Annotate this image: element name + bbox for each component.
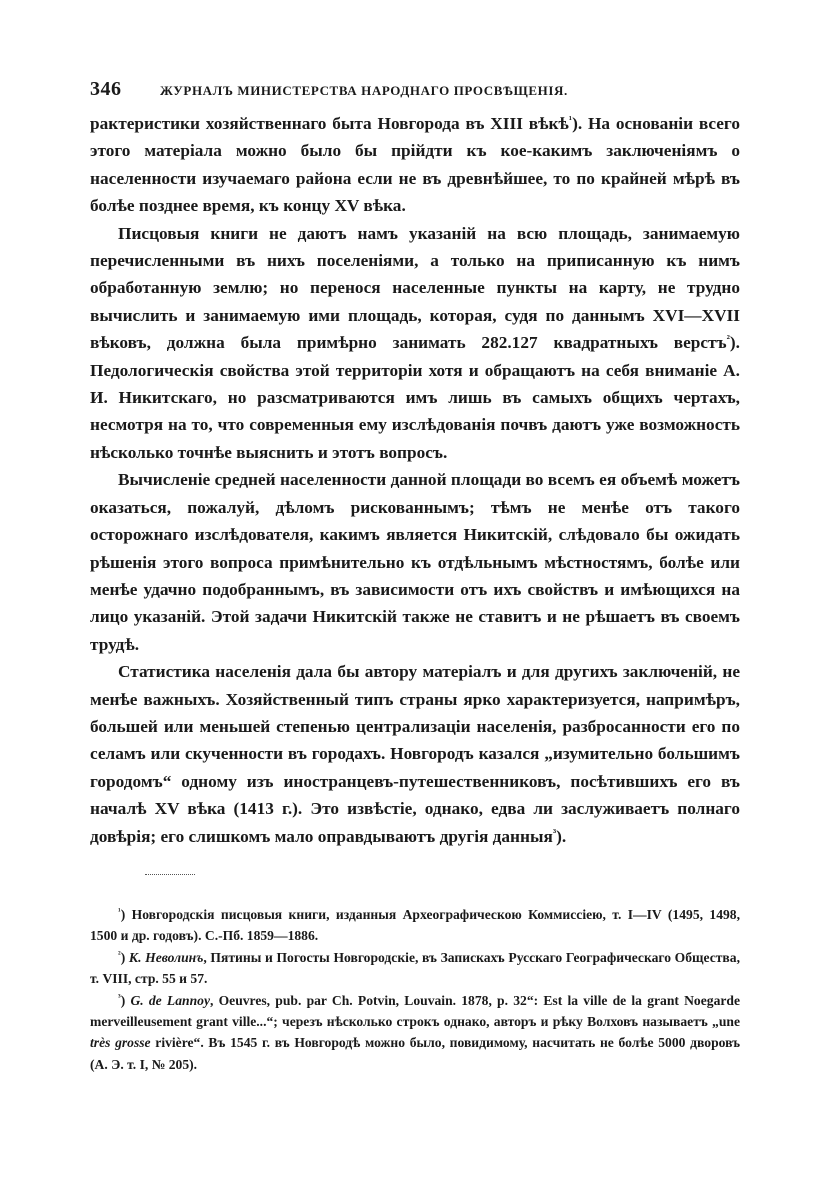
paragraph xyxy=(90,110,740,220)
paragraph-text: Писцовыя книги не даютъ намъ указаній на всю площадь, занимаемую перечисленными въ нихъ поселеніями, а только на приписанную къ нимъ обработанную землю; но перенося населенные пункты на карту, не трудно вычислить и занимаемую ими площадь, которая, судя по даннымъ XVI—XVII вѣковъ, должна была примѣрно занимать 282.127 квадратныхъ верстъ xyxy=(90,223,740,353)
document-page xyxy=(90,70,740,1180)
footnote: $^{^2}$) К. Неволинъ, Пятины и Погосты Новгородскіе, въ Запискахъ Русскаго Географическаго Общества, т. VIII, стр. 55 и 57. xyxy=(90,948,740,987)
paragraph-text: ). Педологическія свойства этой территоріи хотя и обращаютъ на себя вниманіе А. И. Никитскаго, но разсматриваются имъ лишь въ самыхъ общихъ чертахъ, несмотря на то, что современныя ему изслѣдованія почвъ даютъ уже возможность нѣсколько точнѣе выяснить и этотъ вопросъ. xyxy=(90,333,740,462)
main-text xyxy=(90,110,740,850)
footnote-number: ² xyxy=(118,948,121,959)
footnote-ref: ¹ xyxy=(568,114,573,126)
footnote: $^{^3}$) G. de Lannoy, Oeuvres, pub. par Ch. Potvin, Louvain. 1878, p. 32“: Est la ville de la grant Noegarde merveilleusement grant ville...“; черезъ нѣсколько строкъ однако, авторъ и рѣку Волховъ называетъ „une très grosse rivière“. Въ 1545 г. въ Новгородѣ можно было, повидимому, насчитать не болѣе 5000 дворовъ (А. Э. т. I, № 205). xyxy=(90,991,741,1072)
footnote-ref: ² xyxy=(726,333,730,346)
paragraph xyxy=(90,466,740,658)
paragraph-text: Вычисленіе средней населенности данной площади во всемъ ея объемѣ можетъ оказаться, пожалуй, дѣломъ рискованнымъ; тѣмъ не менѣе отъ такого осторожнаго изслѣдователя, какимъ является Никитскій, слѣдовало бы ожидать рѣшенія этого вопроса примѣнительно къ отдѣльнымъ мѣстностямъ, болѣе или менѣе удачно подобраннымъ, въ зависимости отъ ихъ свойствъ и имѣющихся на лицо указаній. Этой задачи Никитскій также не ставитъ и не рѣшаетъ въ своемъ трудѣ. xyxy=(90,470,740,654)
footnote-divider xyxy=(145,874,195,876)
footnote-text: , Oeuvres, pub. par Ch. Potvin, Louvain. 1878, p. 32“: Est la ville de la grant Noegarde merveilleusement grant ville...“; черезъ нѣсколько строкъ однако, авторъ и рѣку Волховъ называетъ „une xyxy=(90,992,740,1029)
paragraph xyxy=(90,658,740,850)
paragraph xyxy=(90,220,740,467)
footnote xyxy=(90,904,740,947)
footnote-number: ¹ xyxy=(118,905,121,916)
footnote-italic: très grosse xyxy=(90,1035,151,1051)
running-header xyxy=(90,70,740,110)
footnote-ref: ³ xyxy=(552,826,557,839)
page-number: 346 xyxy=(90,78,122,100)
footnotes xyxy=(90,904,740,1075)
paragraph-text: рактеристики хозяйственнаго быта Новгорода въ XIII вѣкѣ xyxy=(90,114,569,133)
journal-title: ЖУРНАЛЪ МИНИСТЕРСТВА НАРОДНАГО ПРОСВѢЩЕНІЯ. xyxy=(160,83,568,98)
paragraph-text: ). На основаніи всего этого матеріала можно было бы прійдти къ кое-какимъ заключеніямъ о населенности изучаемаго района если не въ древнѣйшее, то по крайней мѣрѣ въ болѣе позднее время, къ концу XV вѣка. xyxy=(90,114,740,216)
footnote-text: ) Новгородскія писцовыя книги, изданныя Археографическою Коммиссіею, т. I—IV (1495, 1498, 1500 и др. годовъ). С.-Пб. 1859—1886. xyxy=(90,906,740,944)
footnote-text: rivière“. Въ 1545 г. въ Новгородѣ можно было, повидимому, насчитать не болѣе 5000 дворовъ (А. Э. т. I, № 205). xyxy=(90,1035,741,1072)
footnote-author: G. de Lannoy xyxy=(130,992,210,1008)
paragraph-text: ). xyxy=(556,826,567,846)
footnote-number: ³ xyxy=(118,991,121,1002)
footnote-author: К. Неволинъ xyxy=(128,949,204,965)
paragraph-text: Статистика населенія дала бы автору матеріалъ и для другихъ заключеній, не менѣе важныхъ. Хозяйственный типъ страны ярко характеризуется, напримѣръ, большей или меньшей степенью централизаціи населенія, разбросанности его по селамъ или скученности въ городахъ. Новгородъ казался „изумительно большимъ городомъ“ одному изъ иностранцевъ-путешественниковъ, посѣтившихъ его въ началѣ XV вѣка (1413 г.). Это извѣстіе, однако, едва ли заслуживаетъ полнаго довѣрія; его слишкомъ мало оправдываютъ другія данныя xyxy=(90,662,740,846)
footnote-text: , Пятины и Погосты Новгородскіе, въ Запискахъ Русскаго Географическаго Общества, т. VIII, стр. 55 и 57. xyxy=(90,949,740,987)
